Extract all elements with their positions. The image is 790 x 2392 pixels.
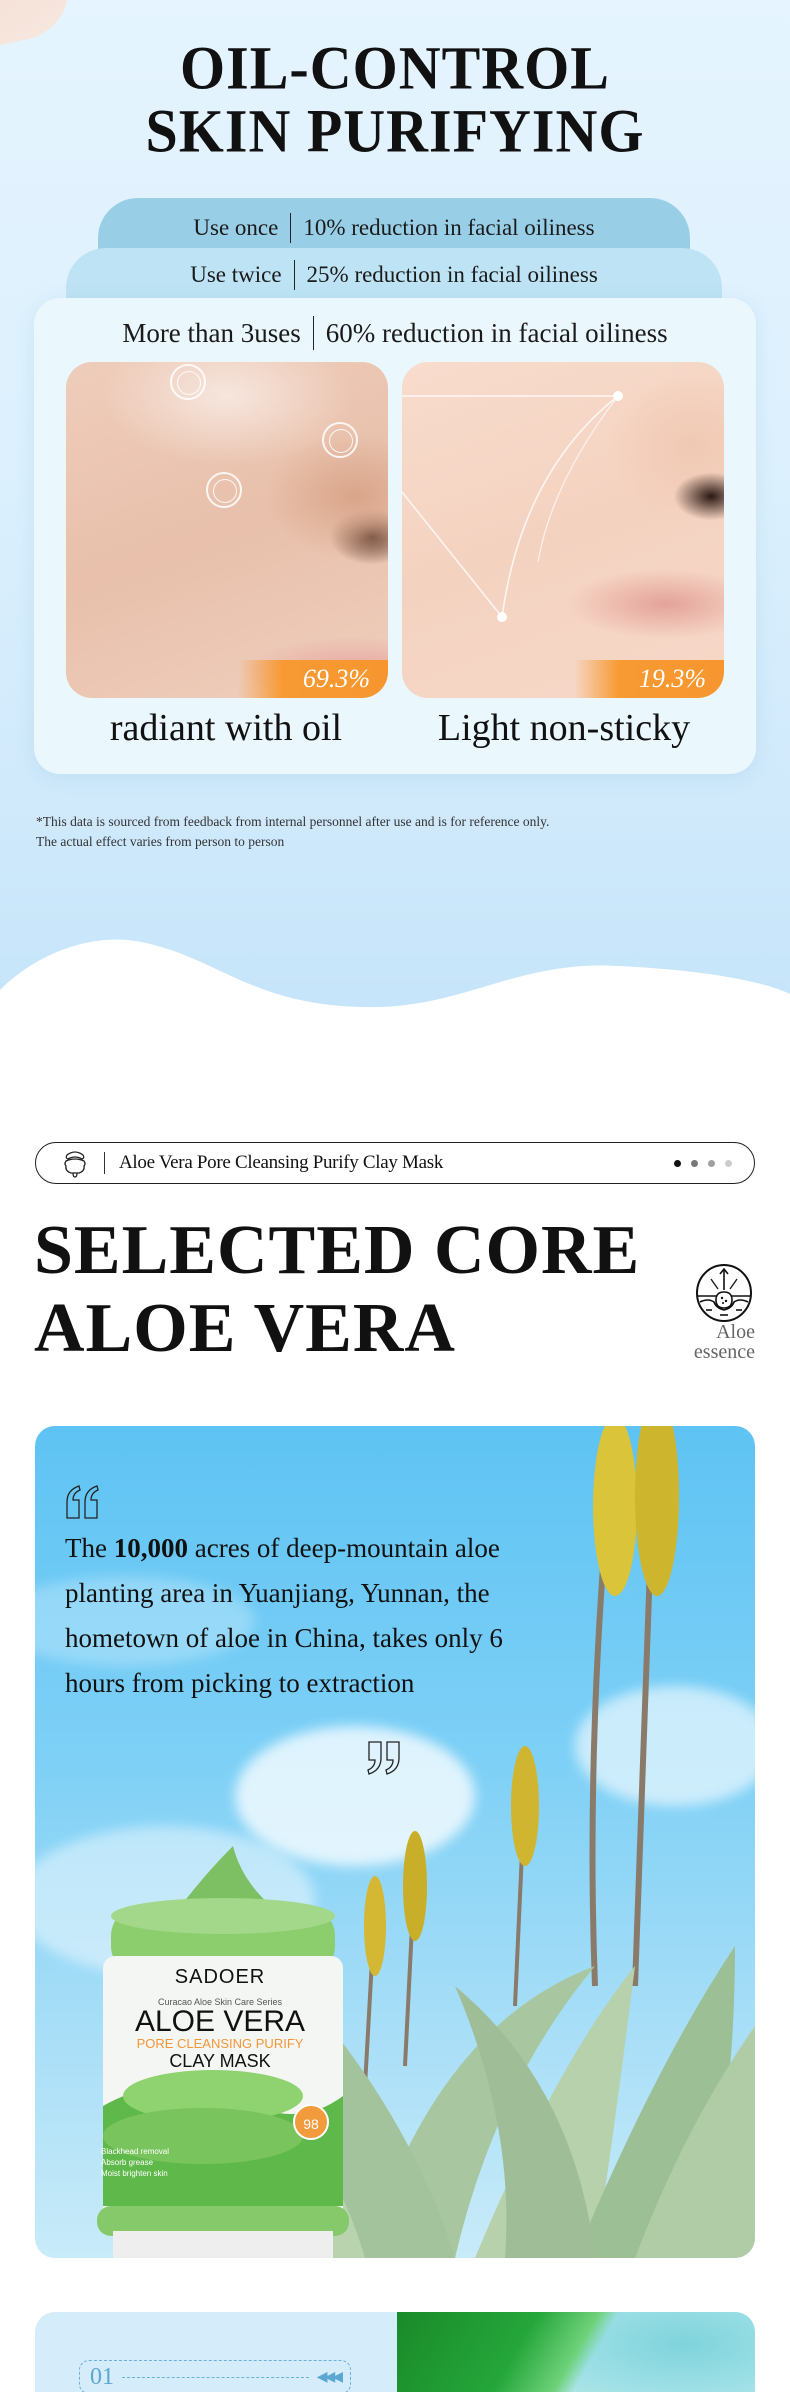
caption-after: Light non-sticky: [437, 707, 691, 749]
aloe-origin-card: [35, 1426, 755, 2258]
quote-rest: acres of deep-mountain aloe planting area in Yuanjiang, Yunnan, the hometown of aloe in China, takes only 6 hours from picking to extraction: [65, 1533, 503, 1698]
page-dot-active[interactable]: [674, 1160, 681, 1167]
clay-mask-jar-icon: [58, 1146, 92, 1180]
divider: [104, 1152, 105, 1174]
comparison-card: [34, 298, 756, 774]
product-name-label: Aloe Vera Pore Cleansing Purify Clay Mask: [119, 1152, 444, 1173]
tier-result: 10% reduction in facial oiliness: [303, 215, 595, 240]
aloe-gel-photo: [397, 2312, 755, 2392]
page-dot[interactable]: [691, 1160, 698, 1167]
oil-control-section: [0, 0, 790, 1030]
target-marker-icon: [170, 364, 206, 400]
tier-result: 25% reduction in facial oiliness: [306, 262, 598, 287]
feature-card-01: [35, 2312, 755, 2392]
oily-skin-photo: [66, 362, 388, 698]
target-marker-icon: [322, 422, 358, 458]
step-number: 01: [90, 2363, 114, 2390]
dashed-line: [122, 2377, 309, 2378]
disclaimer-line: The actual effect varies from person to person: [36, 834, 285, 849]
tier-result: 60% reduction in facial oiliness: [325, 317, 668, 348]
title-line-1: SELECTED CORE: [34, 1212, 641, 1289]
tier-use-twice: [66, 248, 722, 302]
oil-percent-badge: 19.3%: [574, 660, 724, 698]
caption-before: radiant with oil: [109, 707, 343, 749]
aloe-section: [0, 1030, 790, 2390]
jar-benefits: [101, 2146, 169, 2179]
product-series: Curacao Aloe Skin Care Series: [157, 1997, 283, 2007]
disclaimer: [36, 812, 549, 852]
benefit: Moist brighten skin: [101, 2169, 168, 2178]
wave-divider: [0, 930, 790, 1030]
divider: [290, 213, 291, 243]
face-contour-lines-icon: [402, 362, 724, 698]
divider: [313, 316, 314, 350]
oil-control-title: [0, 33, 790, 166]
tier-more-than-3: [34, 316, 756, 350]
tier-usage: Use twice: [190, 262, 282, 287]
product-jar-image: [93, 1846, 353, 2258]
title-line-2: SKIN PURIFYING: [145, 96, 645, 166]
title-line-2: ALOE VERA: [34, 1290, 456, 1367]
extraction-seal: 98: [293, 2104, 329, 2140]
disclaimer-line: *This data is sourced from feedback from internal personnel after use and is for reference only.: [36, 814, 550, 829]
product-subtitle: PORE CLEANSING PURIFY: [136, 2036, 304, 2051]
aloe-essence-label: [694, 1322, 755, 1362]
light-skin-photo: [402, 362, 724, 698]
close-quote-icon: [365, 1740, 405, 1776]
selected-core-title: [34, 1212, 640, 1368]
quote-prefix: The: [65, 1533, 114, 1563]
open-quote-icon: [63, 1484, 103, 1520]
title-line-1: OIL-CONTROL: [180, 33, 610, 103]
page-dot[interactable]: [725, 1160, 732, 1167]
jar-label: [107, 1966, 333, 2071]
divider: [294, 260, 295, 290]
aloe-origin-quote: [65, 1526, 525, 1706]
aloe-essence-icon: [694, 1262, 754, 1324]
benefit: Blackhead removal: [101, 2147, 170, 2156]
product-name: ALOE VERA: [134, 2005, 306, 2038]
brand-name: SADOER: [174, 1966, 266, 1988]
essence-line-1: Aloe: [716, 1321, 755, 1343]
tier-usage: Use once: [193, 215, 279, 240]
essence-line-2: essence: [693, 1341, 755, 1363]
page-dot[interactable]: [708, 1160, 715, 1167]
quote-highlight: 10,000: [113, 1533, 188, 1563]
benefit: Absorb grease: [101, 2158, 154, 2167]
step-indicator: [79, 2360, 351, 2392]
oil-percent-badge: 69.3%: [238, 660, 388, 698]
arrows-left-icon: ◀◀◀: [316, 2369, 340, 2385]
product-name-bar: [35, 1142, 755, 1184]
product-type: CLAY MASK: [169, 2051, 271, 2071]
page-indicator: [674, 1160, 732, 1167]
target-marker-icon: [206, 472, 242, 508]
tier-usage: More than 3uses: [122, 317, 301, 348]
